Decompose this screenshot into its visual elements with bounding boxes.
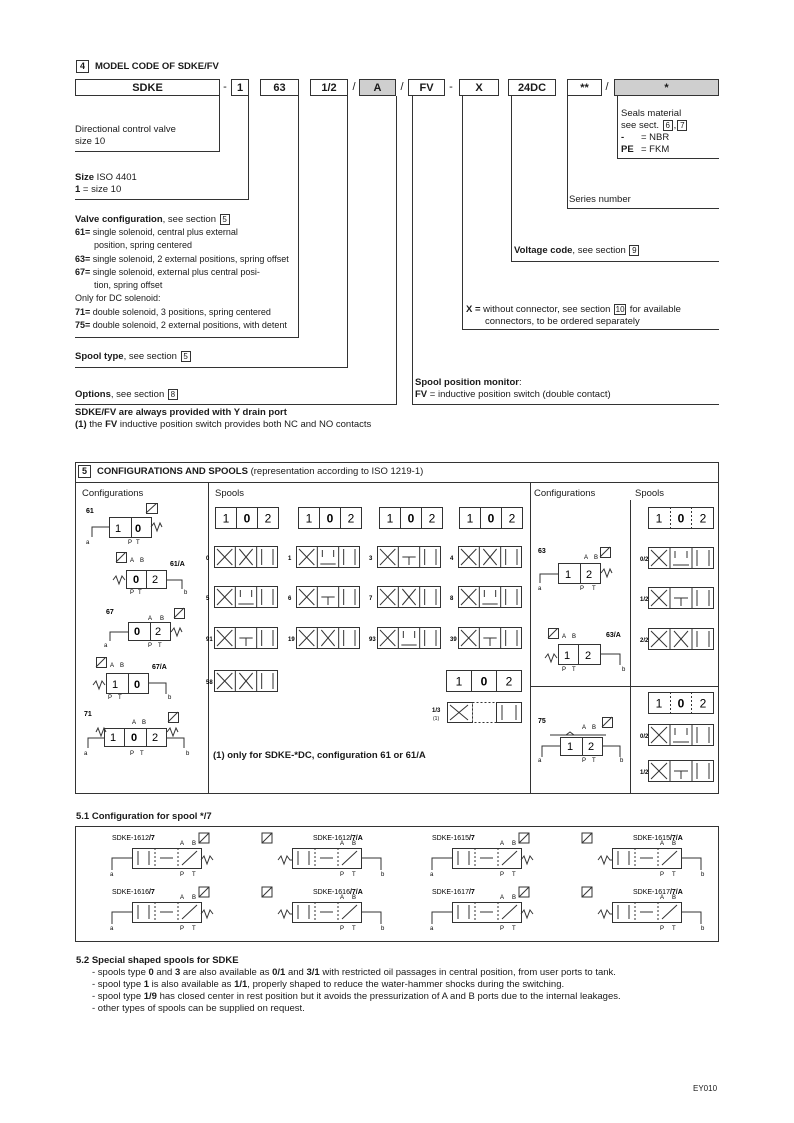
spool-58-symbol [206, 670, 278, 692]
svg-text:b: b [620, 758, 624, 763]
svg-text:a: a [104, 643, 108, 648]
svg-text:0: 0 [134, 679, 141, 691]
svg-text:B: B [192, 841, 197, 847]
svg-text:7: 7 [369, 596, 373, 602]
spool-1-symbol [288, 546, 360, 568]
svg-text:1: 1 [386, 511, 394, 526]
section-title: MODEL CODE OF SDKE/FV [95, 61, 219, 72]
spool-right-1/2-symbol [640, 760, 714, 782]
spool-position-monitor: Spool position monitor: FV = inductive position switch (double contact) [415, 377, 611, 400]
svg-text:P: P [108, 695, 113, 699]
spool7-config-grid [78, 828, 718, 943]
size-description: Size ISO 4401 1 = size 10 [75, 172, 137, 195]
series-number: Series number [569, 194, 631, 205]
svg-text:P: P [180, 872, 185, 878]
spool-right-0/2-symbol [640, 547, 714, 569]
svg-text:B: B [512, 895, 517, 901]
svg-text:2: 2 [588, 741, 595, 753]
svg-text:1: 1 [288, 556, 292, 562]
svg-text:SDKE-1616/7/A: SDKE-1616/7/A [313, 889, 363, 896]
spool-right-1/2-symbol [640, 587, 714, 609]
svg-text:P: P [562, 667, 567, 672]
svg-text:(1): (1) [433, 716, 440, 722]
svg-text:T: T [572, 667, 576, 672]
spool-6-symbol [288, 586, 360, 608]
svg-text:a: a [538, 758, 542, 763]
svg-text:P: P [148, 643, 153, 648]
svg-text:P: P [130, 590, 135, 594]
svg-text:A: A [110, 663, 115, 669]
voltage-code: Voltage code, see section 9 [514, 245, 640, 257]
svg-text:75: 75 [538, 718, 546, 725]
svg-text:2: 2 [152, 732, 159, 744]
svg-text:A: A [500, 895, 505, 901]
svg-text:B: B [572, 634, 577, 640]
svg-text:A: A [148, 616, 153, 622]
svg-text:2: 2 [155, 626, 162, 638]
svg-text:0: 0 [243, 511, 251, 526]
svg-text:a: a [110, 926, 114, 932]
section-5-1-title: 5.1 Configuration for spool */7 [76, 811, 212, 822]
config-61-symbol [84, 503, 164, 548]
code-box-seals: * [614, 79, 719, 96]
svg-text:1: 1 [655, 511, 663, 526]
svg-text:1: 1 [115, 523, 122, 535]
position-box-2 [298, 507, 362, 532]
drain-port-note: SDKE/FV are always provided with Y drain port [75, 407, 287, 418]
code-box-connector: X [459, 79, 499, 96]
svg-text:SDKE-1612/7: SDKE-1612/7 [112, 835, 155, 842]
svg-text:b: b [381, 872, 385, 878]
spool-3-symbol [369, 546, 441, 568]
svg-text:0: 0 [206, 556, 210, 562]
svg-text:6: 6 [288, 596, 292, 602]
svg-text:0: 0 [326, 511, 334, 526]
code-box-size: 1 [231, 79, 249, 96]
svg-text:0: 0 [133, 574, 140, 586]
svg-text:T: T [192, 872, 196, 878]
valve-config-heading: Valve configuration, see section 5 [75, 214, 231, 226]
svg-text:1/3: 1/3 [432, 708, 441, 714]
spool-grid [203, 543, 528, 696]
svg-text:5: 5 [206, 596, 210, 602]
svg-text:b: b [622, 667, 626, 672]
spool-19-symbol [288, 627, 360, 649]
svg-text:67/A: 67/A [152, 664, 167, 671]
svg-text:2: 2 [699, 511, 707, 526]
svg-text:b: b [381, 926, 385, 932]
svg-text:1: 1 [110, 732, 117, 744]
svg-text:A: A [180, 895, 185, 901]
svg-text:A: A [660, 895, 665, 901]
svg-text:SDKE-1615/7/A: SDKE-1615/7/A [633, 835, 683, 842]
fv-note: (1) the FV inductive position switch provides both NC and NO contacts [75, 419, 372, 430]
svg-text:58: 58 [206, 680, 213, 686]
position-box-6 [648, 507, 714, 532]
svg-text:a: a [430, 926, 434, 932]
spool-right-column [634, 544, 718, 787]
config-71-symbol [84, 708, 194, 759]
section-5-2-title: 5.2 Special shaped spools for SDKE [76, 955, 239, 966]
svg-text:T: T [672, 872, 676, 878]
svg-text:T: T [352, 926, 356, 932]
svg-text:P: P [660, 926, 665, 932]
section-5-2-notes: - spools type 0 and 3 are also available as 0/1 and 3/1 with restricted oil passages in central position, from user ports to tank. - spool type 1 is also available as 1/1, properly shaped to reduce the water-hammer shocks during the switching. - spool type 1/9 has closed center in rest position but it avoids the pressurization of A and B ports due to the internal leakages. - other types of spools can be supplied on request. [92, 967, 621, 1014]
svg-text:a: a [430, 872, 434, 878]
svg-text:2: 2 [586, 569, 593, 581]
svg-text:T: T [352, 872, 356, 878]
svg-text:b: b [701, 926, 705, 932]
spool7-config-4 [110, 887, 213, 932]
svg-text:61: 61 [86, 508, 94, 515]
svg-text:T: T [512, 872, 516, 878]
svg-text:P: P [130, 751, 135, 756]
svg-text:2/2: 2/2 [640, 638, 649, 644]
code-box-voltage: 24DC [508, 79, 556, 96]
svg-text:0: 0 [677, 696, 685, 711]
svg-text:0/2: 0/2 [640, 734, 649, 740]
svg-text:b: b [701, 872, 705, 878]
code-separator: - [223, 81, 227, 93]
svg-text:1: 1 [222, 511, 230, 526]
svg-text:SDKE-1615/7: SDKE-1615/7 [432, 835, 475, 842]
spool-13-symbol [432, 700, 524, 731]
svg-text:SDKE-1616/7: SDKE-1616/7 [112, 889, 155, 896]
svg-text:2: 2 [428, 511, 436, 526]
footer-code: EY010 [693, 1084, 718, 1093]
svg-text:A: A [582, 725, 587, 731]
svg-text:A: A [130, 558, 135, 564]
config-list: 61= single solenoid, central plus external position, spring centered 63= single solenoid, 2 external positions, spring offset 67= single solenoid, external plus central posi- tion, spring offset Only for DC solenoid: 71= double solenoid, 3 positions, spring centered 75= double solenoid, 2 external positions, with detent [75, 227, 289, 331]
svg-text:b: b [186, 751, 190, 756]
svg-text:2: 2 [508, 511, 516, 526]
svg-text:B: B [140, 558, 145, 564]
section-4-header [76, 60, 219, 73]
spool-footnote: (1) only for SDKE-*DC, configuration 61 or 61/A [213, 750, 426, 761]
seals-description: Seals material see sect. 6 , 7 - = NBR PE = FKM [621, 108, 688, 156]
svg-text:91: 91 [206, 637, 213, 643]
svg-text:b: b [168, 695, 172, 699]
code-box-spool: 1/2 [310, 79, 348, 96]
svg-text:0: 0 [135, 523, 142, 535]
code-box-sdke: SDKE [75, 79, 220, 96]
svg-text:0: 0 [131, 732, 138, 744]
svg-text:2: 2 [264, 511, 272, 526]
position-box-1 [215, 507, 279, 532]
spool7-config-5 [262, 887, 385, 932]
spool-8-symbol [450, 586, 522, 608]
connector-option: X = without connector, see section 10 for available connectors, to be ordered separately [466, 304, 681, 327]
svg-text:A: A [562, 634, 567, 640]
svg-text:71: 71 [84, 711, 92, 718]
svg-text:1: 1 [305, 511, 313, 526]
code-separator: / [605, 81, 609, 93]
svg-text:1: 1 [455, 674, 463, 689]
config-67-symbol [104, 604, 188, 651]
svg-text:0: 0 [487, 511, 495, 526]
code-box-config: 63 [260, 79, 299, 96]
svg-text:2: 2 [347, 511, 355, 526]
spool7-config-2 [430, 833, 533, 878]
spool7-config-7 [582, 887, 705, 932]
configurations-label: Configurations [82, 488, 144, 499]
svg-text:A: A [660, 841, 665, 847]
code-separator: - [449, 81, 453, 93]
svg-text:63/A: 63/A [606, 632, 621, 639]
svg-text:1: 1 [112, 679, 119, 691]
svg-text:T: T [140, 751, 144, 756]
svg-text:a: a [538, 586, 542, 591]
config-75-symbol [536, 715, 626, 766]
spool-4-symbol [450, 546, 522, 568]
svg-text:T: T [118, 695, 122, 699]
svg-text:A: A [500, 841, 505, 847]
svg-text:0: 0 [677, 511, 685, 526]
svg-text:1: 1 [655, 696, 663, 711]
svg-text:19: 19 [288, 637, 295, 643]
svg-text:1/2: 1/2 [640, 770, 649, 776]
svg-text:B: B [512, 841, 517, 847]
svg-text:0: 0 [134, 626, 141, 638]
svg-text:a: a [86, 540, 90, 545]
spool7-config-6 [430, 887, 533, 932]
svg-text:4: 4 [450, 556, 454, 562]
code-box-fv: FV [408, 79, 445, 96]
svg-text:1: 1 [466, 511, 474, 526]
svg-text:P: P [500, 926, 505, 932]
svg-text:SDKE-1617/7: SDKE-1617/7 [432, 889, 475, 896]
spool-39-symbol [450, 627, 522, 649]
svg-text:63: 63 [538, 548, 546, 555]
svg-text:0: 0 [407, 511, 415, 526]
svg-text:a: a [110, 872, 114, 878]
svg-text:3: 3 [369, 556, 373, 562]
configurations-label-right: Configurations [534, 488, 596, 499]
svg-text:P: P [660, 872, 665, 878]
svg-text:2: 2 [152, 574, 159, 586]
section-5-header: 5 CONFIGURATIONS AND SPOOLS (representation according to ISO 1219-1) [78, 465, 423, 478]
code-separator: / [352, 81, 356, 93]
position-box-3 [379, 507, 443, 532]
svg-text:B: B [142, 720, 147, 726]
svg-text:1: 1 [565, 569, 572, 581]
code-box-series: ** [567, 79, 602, 96]
spool-7-symbol [369, 586, 441, 608]
svg-text:B: B [672, 895, 677, 901]
code-separator: / [400, 81, 404, 93]
config-63A-symbol [544, 628, 632, 675]
svg-text:T: T [158, 643, 162, 648]
svg-text:1: 1 [567, 741, 574, 753]
svg-text:P: P [500, 872, 505, 878]
spool7-config-3 [582, 833, 705, 878]
spool-5-symbol [206, 586, 278, 608]
svg-text:1: 1 [564, 650, 571, 662]
spools-label-right: Spools [635, 488, 665, 499]
svg-text:67: 67 [106, 609, 114, 616]
svg-text:T: T [136, 540, 140, 545]
svg-text:0/2: 0/2 [640, 557, 649, 563]
config-63-symbol [536, 545, 626, 594]
code-box-options: A [359, 79, 396, 96]
spool7-config-0 [110, 833, 213, 878]
svg-text:8: 8 [450, 596, 454, 602]
svg-text:1/2: 1/2 [640, 597, 649, 603]
svg-text:b: b [184, 590, 188, 594]
svg-text:A: A [340, 895, 345, 901]
svg-text:61/A: 61/A [170, 561, 185, 568]
svg-text:2: 2 [505, 674, 513, 689]
svg-text:A: A [132, 720, 137, 726]
svg-text:2: 2 [699, 696, 707, 711]
svg-text:A: A [180, 841, 185, 847]
svg-text:A: A [340, 841, 345, 847]
svg-text:P: P [340, 872, 345, 878]
svg-text:P: P [580, 586, 585, 591]
svg-text:B: B [352, 895, 357, 901]
svg-text:T: T [192, 926, 196, 932]
svg-text:B: B [594, 555, 599, 561]
spool-right-2/2-symbol [640, 628, 714, 650]
svg-text:P: P [128, 540, 133, 545]
svg-text:SDKE-1617/7/A: SDKE-1617/7/A [633, 889, 683, 896]
svg-text:93: 93 [369, 637, 376, 643]
config-61A-symbol [112, 552, 192, 597]
svg-text:T: T [138, 590, 142, 594]
svg-text:a: a [84, 751, 88, 756]
spool-type-heading: Spool type, see section 5 [75, 351, 192, 363]
svg-text:B: B [120, 663, 125, 669]
config-67A-symbol [92, 657, 180, 702]
svg-text:P: P [582, 758, 587, 763]
svg-text:B: B [160, 616, 165, 622]
svg-text:P: P [180, 926, 185, 932]
svg-text:B: B [352, 841, 357, 847]
spool-0-symbol [206, 546, 278, 568]
spool7-config-1 [262, 833, 385, 878]
spool-93-symbol [369, 627, 441, 649]
valve-description: Directional control valve size 10 [75, 124, 176, 147]
svg-text:B: B [592, 725, 597, 731]
svg-text:SDKE-1612/7/A: SDKE-1612/7/A [313, 835, 363, 842]
svg-text:B: B [192, 895, 197, 901]
spool-right-0/2-symbol [640, 724, 714, 746]
svg-text:P: P [340, 926, 345, 932]
svg-text:T: T [512, 926, 516, 932]
svg-text:0: 0 [480, 674, 488, 689]
options-heading: Options, see section 8 [75, 389, 179, 401]
svg-text:T: T [592, 586, 596, 591]
position-box-4 [459, 507, 523, 532]
svg-text:39: 39 [450, 637, 457, 643]
svg-text:2: 2 [585, 650, 592, 662]
svg-text:A: A [584, 555, 589, 561]
spools-label: Spools [215, 488, 245, 499]
svg-text:T: T [672, 926, 676, 932]
section-number: 4 [76, 60, 89, 73]
spool-91-symbol [206, 627, 278, 649]
svg-text:T: T [592, 758, 596, 763]
svg-text:B: B [672, 841, 677, 847]
